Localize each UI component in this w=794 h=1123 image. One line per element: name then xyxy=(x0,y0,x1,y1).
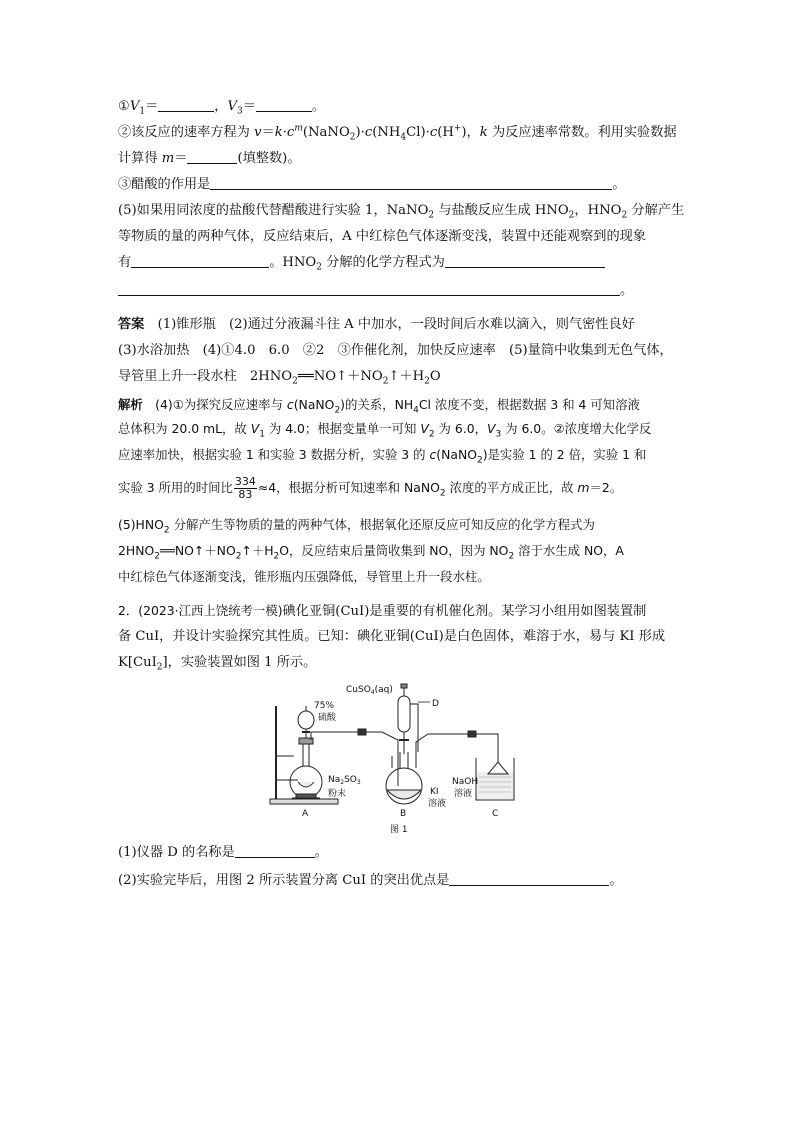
label-acid-percent: 75% xyxy=(314,701,335,711)
dropping-funnel-a xyxy=(298,711,314,729)
answer-blank-phenomenon[interactable] xyxy=(131,253,269,268)
label-ki-solution: 溶液 xyxy=(428,799,447,809)
answer-blank-equation[interactable] xyxy=(445,253,605,268)
answer-line-1: 答案 (1)锥形瓶 (2)通过分液漏斗往 A 中加水，一段时间后水难以滴入，则气密性良好 xyxy=(118,317,635,332)
q2-line-3: K[CuI$_2$]，实验装置如图 1 所示。 xyxy=(118,655,317,673)
apparatus-figure xyxy=(262,682,532,838)
answer-blank-equation-cont[interactable] xyxy=(118,281,620,296)
answer-blank-m[interactable] xyxy=(187,149,237,164)
q2-sub-1: (1)仪器 D 的名称是 。 xyxy=(118,845,328,860)
label-b: B xyxy=(400,809,407,819)
answer-blank-v3[interactable] xyxy=(256,97,312,112)
answer-blank-instrument-d[interactable] xyxy=(235,843,315,858)
q5-line-1: (5)如果用同浓度的盐酸代替醋酸进行实验 1，NaNO$_2$ 与盐酸反应生成 $HNO_2$，$HNO_2$ 分解产生 xyxy=(118,203,685,221)
q2-line-2: 备 CuI，并设计实验探究其性质。已知：碘化亚铜(CuI)是白色固体，难溶于水，易与 KI 形成 xyxy=(118,629,666,644)
label-c: C xyxy=(492,809,499,819)
label-powder: 粉末 xyxy=(328,789,347,799)
label-na2so3: $Na_2SO_3$ xyxy=(328,775,361,786)
label-d: D xyxy=(432,699,439,709)
explain-line-2: 总体积为 20.0 mL，故 $V_1$ 为 4.0；根据变量单一可知 $V_2$ 为 6.0，$V_3$ 为 6.0。②浓度增大化学反 xyxy=(118,421,652,440)
q4-item-2-line-1: ②该反应的速率方程为 $v=k\cdot c^m(NaNO_2)\cdot c(NH_4Cl)\cdot c(H^+)$，k 为反应速率常数。利用实验数据 xyxy=(118,123,677,143)
stand-base xyxy=(270,799,338,804)
answer-blank-advantage[interactable] xyxy=(449,871,609,886)
label-naoh: NaOH xyxy=(452,777,479,787)
q5-line-4: 。 xyxy=(118,280,678,302)
q4-item-3: ③醋酸的作用是 。 xyxy=(118,177,626,192)
label-naoh-solution: 溶液 xyxy=(454,789,473,799)
figure-caption: 图 1 xyxy=(390,825,408,835)
answer-label: 答案 xyxy=(118,317,145,332)
label-a: A xyxy=(302,809,309,819)
explain-line-7: 中红棕色气体逐渐变浅，锥形瓶内压强降低，导管里上升一段水柱。 xyxy=(118,569,490,584)
q4-item-2-line-2: 计算得 m＝ (填整数)。 xyxy=(118,151,301,166)
constant-pressure-funnel-d xyxy=(398,696,410,732)
explain-line-3: 应速率加快，根据实验 1 和实验 3 数据分析，实验 3 的 c(NaNO$_2$)是实验 1 的 2 倍，实验 1 和 xyxy=(118,447,647,466)
q2-sub-2: (2)实验完毕后，用图 2 所示装置分离 CuI 的突出优点是 。 xyxy=(118,873,623,888)
q4-item-1: $①V_1=$ ，$V_3=$ 。 xyxy=(118,99,326,117)
time-ratio-fraction: $\frac{334}{83}$ xyxy=(234,475,256,501)
answer-blank-acetic-acid[interactable] xyxy=(210,175,612,190)
q2-line-1: 2．(2023·江西上饶统考一模)碘化亚铜(CuI)是重要的有机催化剂。某学习小组用如图装置制 xyxy=(118,603,647,619)
explain-line-5: $(5)HNO_2$ 分解产生等物质的量的两种气体，根据氧化还原反应可知反应的化学方程式为 xyxy=(118,517,595,536)
answer-blank-v1[interactable] xyxy=(158,97,214,112)
q5-line-3: 有 。$HNO_2$ 分解的化学方程式为 xyxy=(118,252,678,274)
answer-line-3: 导管里上升一段水柱 $2HNO_2══NO↑+NO_2↑+H_2O$ xyxy=(118,369,441,387)
label-sulfuric-acid: 硫酸 xyxy=(318,713,337,723)
label-cuso4: CuSO$_4$(aq) xyxy=(346,685,393,696)
explain-label: 解析 xyxy=(118,397,143,412)
explain-line-1: 解析 (4)①为探究反应速率与 c(NaNO$_2$)的关系，$NH_4Cl$ 浓度不变，根据数据 3 和 4 可知溶液 xyxy=(118,397,640,416)
explain-line-4: 实验 3 所用的时间比 $\frac{334}{83}$ ≈4，根据分析可知速率和 NaNO$_2$ 浓度的平方成正比，故 m＝2。 xyxy=(118,475,623,501)
answer-line-2: (3)水浴加热 (4)①4.0 6.0 ②2 ③作催化剂，加快反应速率 (5)量筒中收集到无色气体， xyxy=(118,343,673,358)
q5-line-2: 等物质的量的两种气体，反应结束后，A 中红棕色气体逐渐变浅，装置中还能观察到的现象 xyxy=(118,229,647,244)
explain-line-6: $2HNO_2══NO↑+NO_2↑+H_2O$，反应结束后量筒收集到 NO，因为 $NO_2$ 溶于水生成 NO，A xyxy=(118,543,624,562)
label-ki: KI xyxy=(430,787,439,797)
